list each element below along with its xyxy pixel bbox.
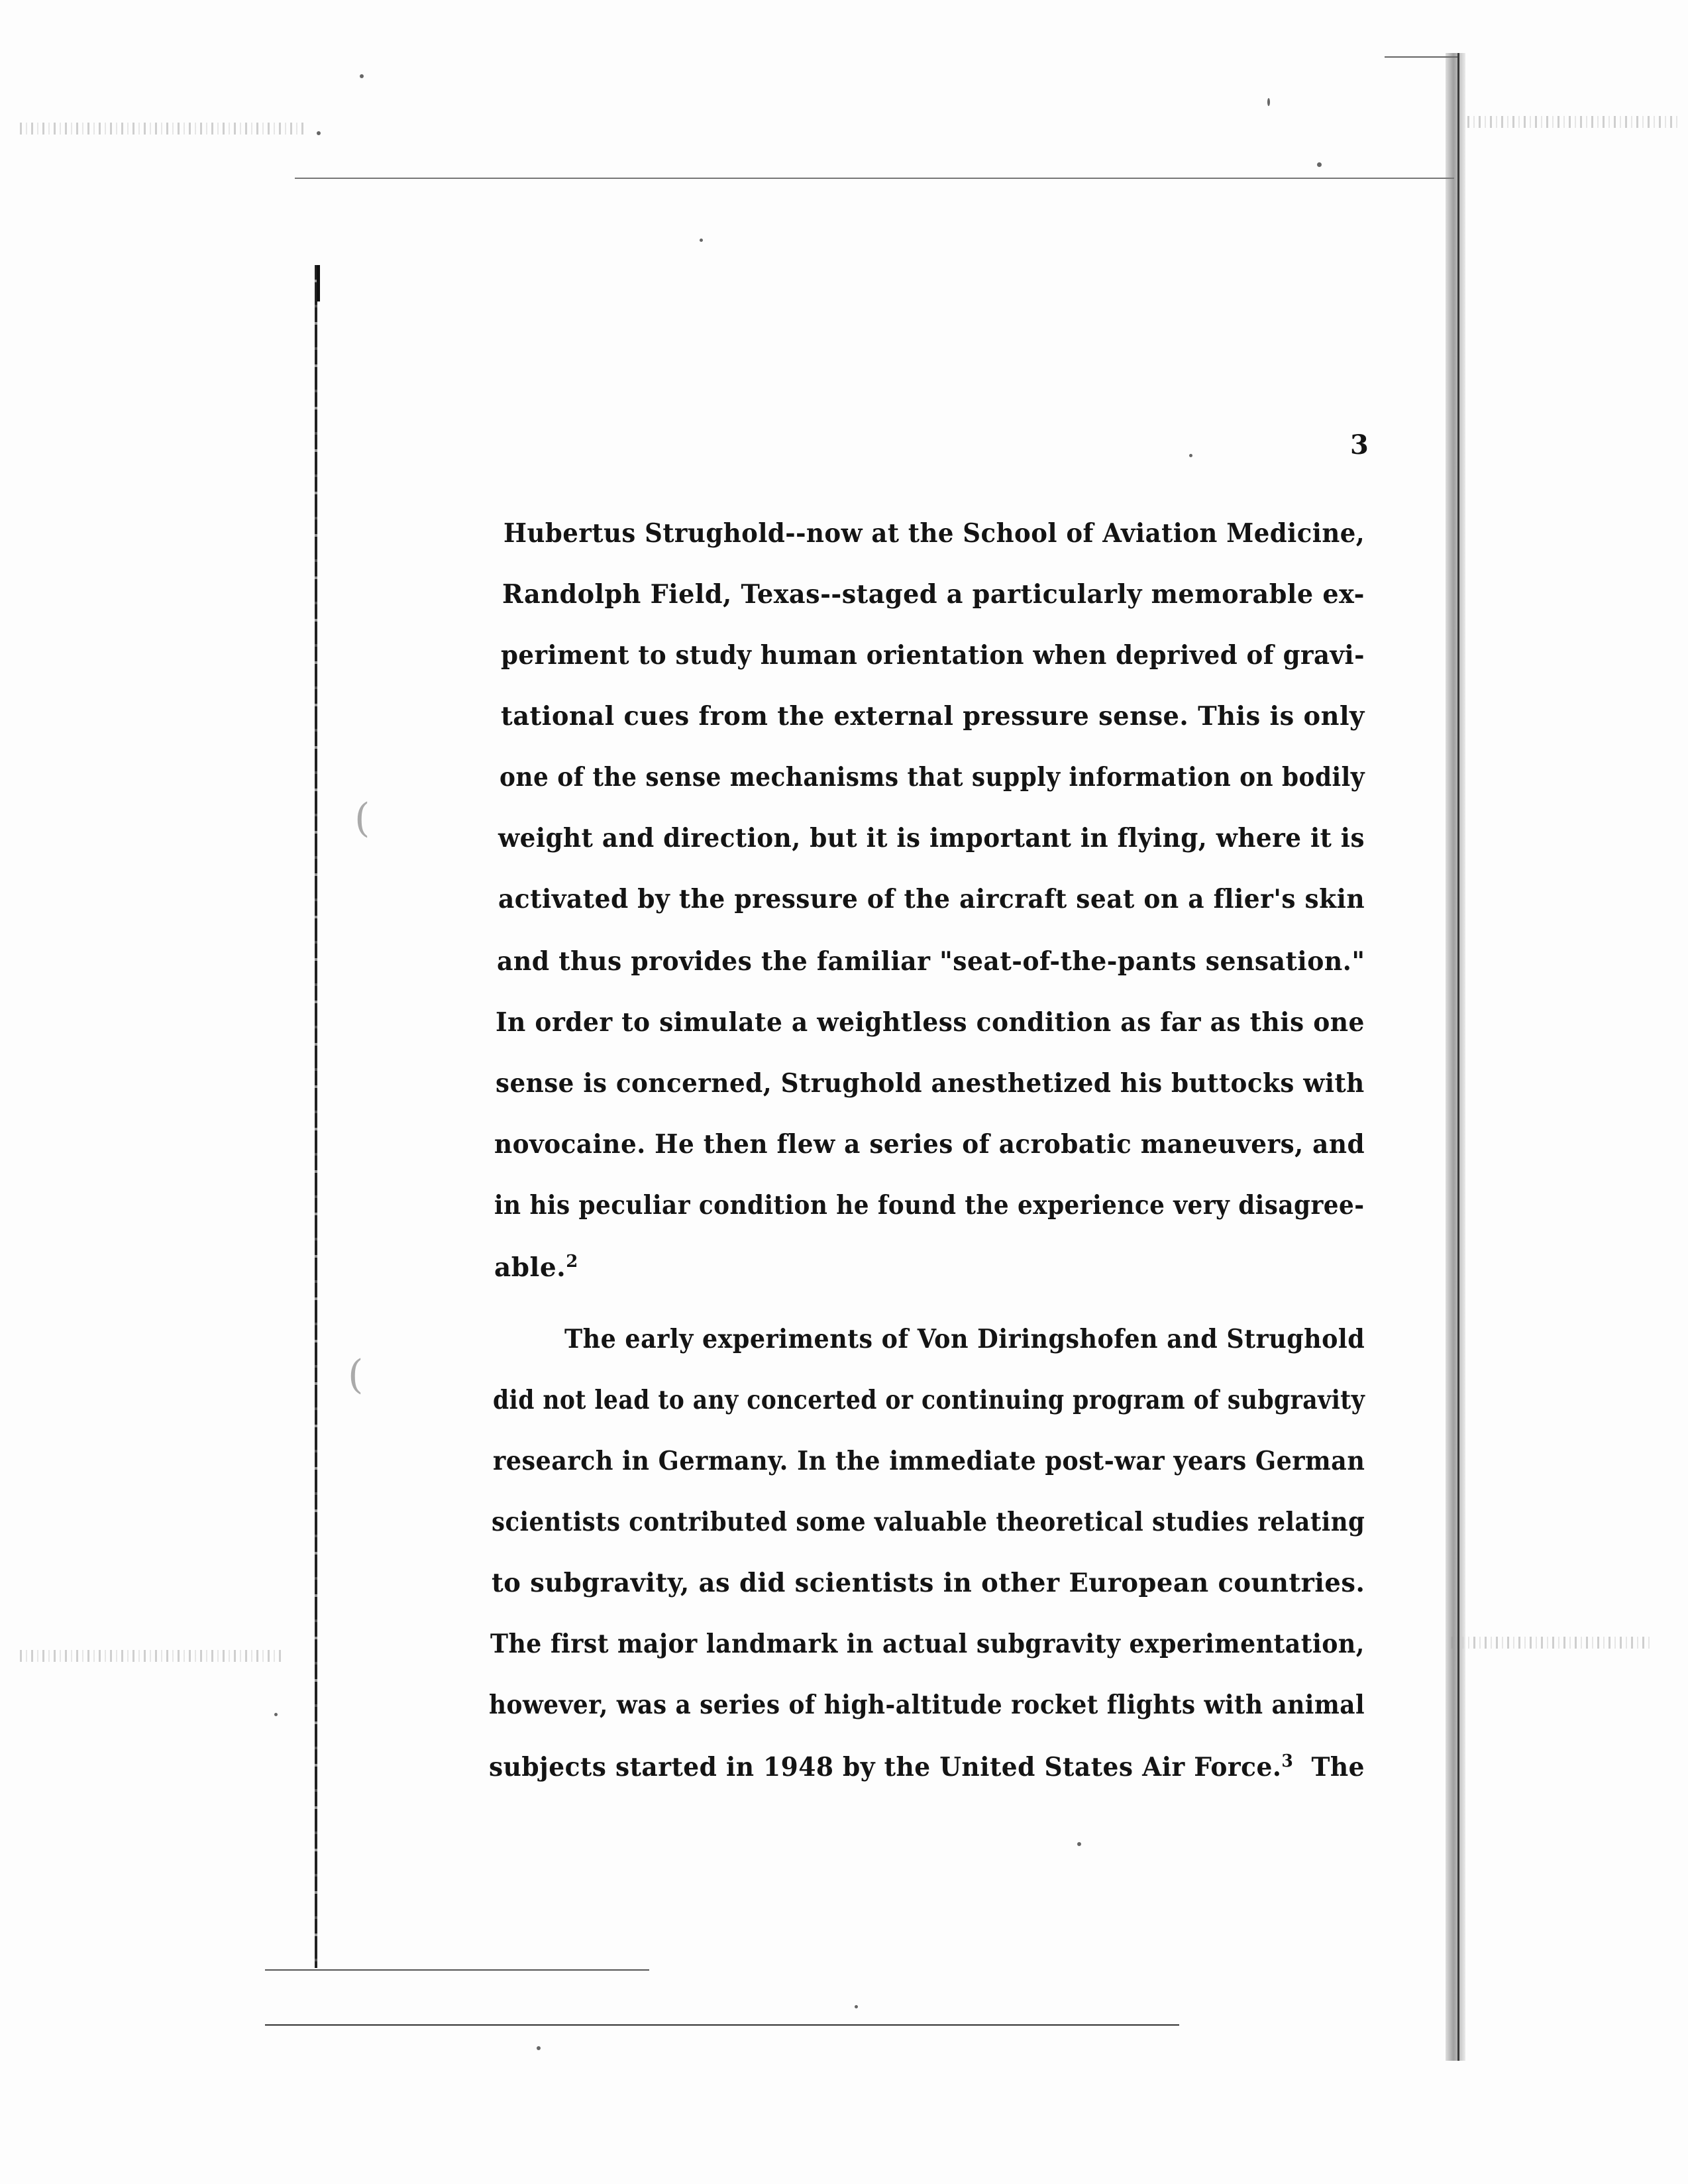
footnote-marker: 3 bbox=[1281, 1751, 1294, 1771]
bottom-rule-short bbox=[265, 1969, 649, 1971]
text-line: to subgravity, as did scientists in other European countries. bbox=[492, 1568, 1365, 1598]
page-edge-line-right bbox=[1457, 53, 1459, 2061]
footnote-marker: 2 bbox=[566, 1252, 578, 1272]
text-line: periment to study human orientation when deprived of gravi- bbox=[501, 640, 1365, 671]
speck bbox=[1317, 162, 1322, 167]
text-line: tational cues from the external pressure sense. This is only bbox=[501, 701, 1365, 732]
text-line: activated by the pressure of the aircraft seat on a flier's skin bbox=[498, 884, 1365, 914]
scan-paren-mark: ( bbox=[354, 795, 370, 842]
scan-noise-top-right bbox=[1467, 116, 1679, 128]
text-line: weight and direction, but it is important in flying, where it is bbox=[498, 823, 1365, 853]
speck bbox=[855, 2005, 858, 2008]
speck bbox=[317, 131, 321, 135]
text-line: one of the sense mechanisms that supply information on bodily bbox=[500, 762, 1365, 792]
top-right-rule bbox=[1385, 56, 1457, 58]
speck bbox=[274, 1713, 278, 1716]
text-line-last bbox=[489, 1752, 1365, 1782]
text-run: able. bbox=[494, 1252, 566, 1283]
text-line: In order to simulate a weightless condition as far as this one bbox=[496, 1007, 1365, 1038]
text-line: sense is concerned, Strughold anesthetized his buttocks with bbox=[496, 1068, 1365, 1099]
scan-noise-mid-left bbox=[20, 1650, 285, 1662]
speck bbox=[1189, 454, 1192, 457]
text-line: Randolph Field, Texas--staged a particularly memorable ex- bbox=[502, 579, 1365, 610]
speck bbox=[700, 239, 703, 242]
text-line: Hubertus Strughold--now at the School of Aviation Medicine, bbox=[503, 518, 1365, 549]
text-line: and thus provides the familiar "seat-of-the-pants sensation." bbox=[497, 946, 1365, 977]
text-line: novocaine. He then flew a series of acrobatic maneuvers, and bbox=[494, 1129, 1365, 1160]
speck bbox=[1077, 1842, 1081, 1846]
page-number: 3 bbox=[1350, 429, 1369, 461]
text-line: scientists contributed some valuable theoretical studies relating bbox=[492, 1507, 1365, 1537]
speck bbox=[360, 74, 364, 78]
scan-noise-mid-right bbox=[1451, 1637, 1650, 1649]
text-line: The first major landmark in actual subgravity experimentation, bbox=[490, 1629, 1365, 1659]
speck bbox=[1267, 98, 1270, 106]
page-edge-mark-left bbox=[317, 265, 320, 301]
scan-noise-top-left bbox=[20, 123, 305, 135]
text-line: however, was a series of high-altitude rocket flights with animal bbox=[489, 1690, 1365, 1720]
page-edge-line-left bbox=[315, 265, 317, 1968]
text-line: The early experiments of Von Diringshofen and Strughold bbox=[564, 1324, 1365, 1354]
text-line: did not lead to any concerted or continuing program of subgravity bbox=[493, 1385, 1365, 1415]
text-line-last bbox=[494, 1252, 578, 1283]
speck bbox=[537, 2046, 541, 2050]
top-rule bbox=[295, 178, 1454, 179]
page-edge-shadow-right bbox=[1446, 53, 1465, 2061]
scan-paren-mark: ( bbox=[348, 1352, 364, 1398]
text-line: in his peculiar condition he found the experience very disagree- bbox=[494, 1190, 1365, 1221]
bottom-rule-long bbox=[265, 2024, 1179, 2026]
text-run: The bbox=[1311, 1752, 1365, 1782]
text-line: research in Germany. In the immediate post-war years German bbox=[493, 1446, 1365, 1476]
text-run: subjects started in 1948 by the United States Air Force. bbox=[489, 1752, 1282, 1782]
